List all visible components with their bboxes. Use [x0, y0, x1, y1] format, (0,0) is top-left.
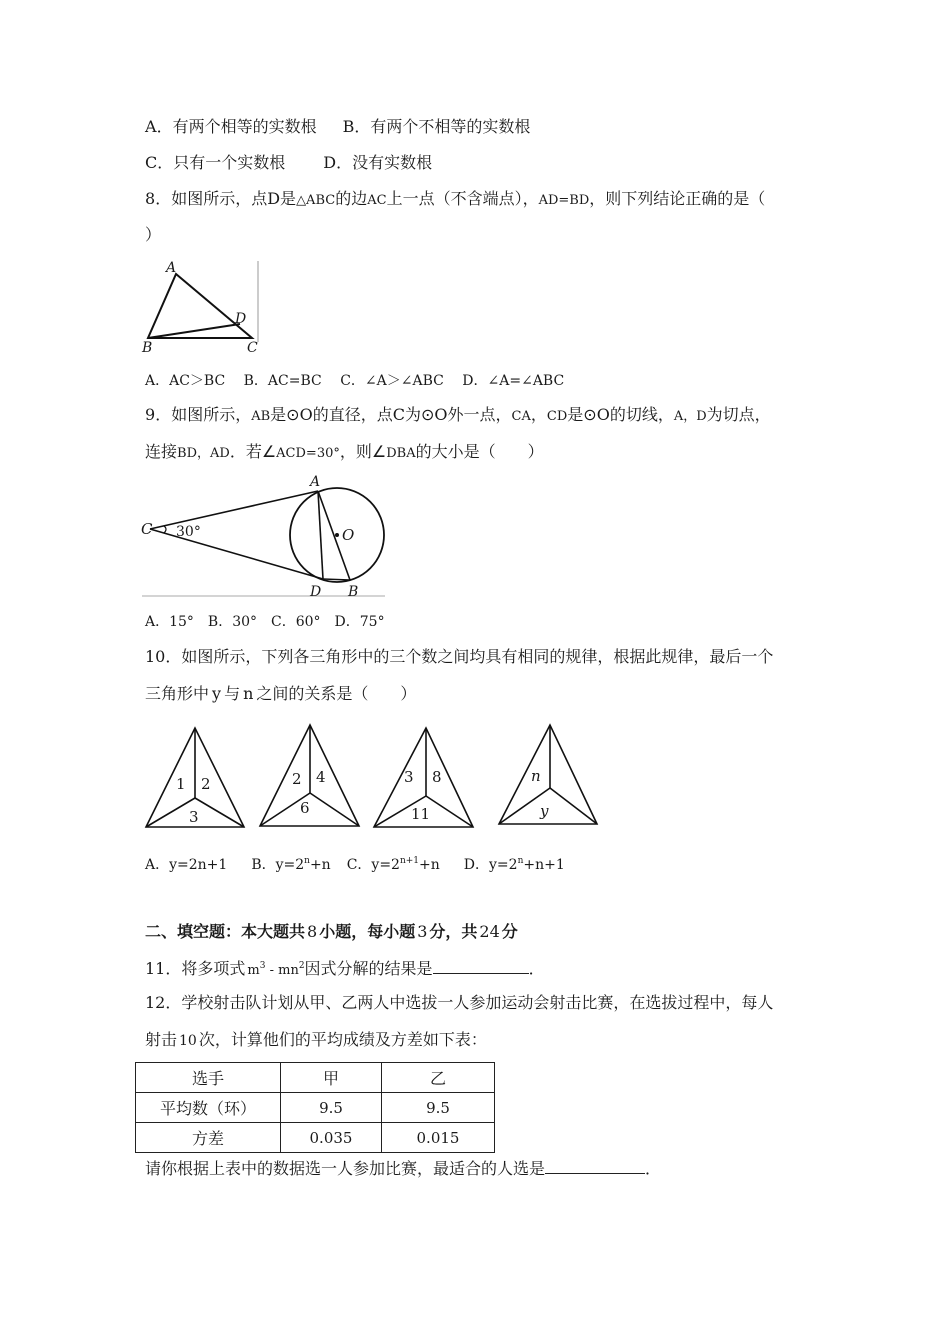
table-header-cell: 乙	[382, 1063, 495, 1093]
table-header-row	[136, 1063, 495, 1093]
q12-text: 次，计算他们的平均成绩及方差如下表：	[198, 1030, 487, 1049]
q9-text: ．若∠	[229, 442, 277, 461]
q12-shots: 10	[179, 1033, 197, 1049]
q8-close-paren: ）	[145, 225, 162, 244]
section-2-text: 二、填空题：本大题共	[145, 922, 306, 941]
q9-o: O	[299, 405, 313, 424]
q10-opt-d: D．y=2	[463, 857, 518, 873]
section-2-text: 分	[501, 922, 518, 941]
table-cell: 9.5	[382, 1093, 495, 1123]
q12-score-table	[135, 1062, 495, 1153]
q12-question	[145, 1157, 661, 1179]
q8-text: 是	[280, 189, 297, 208]
q8-text: 上一点（不含端点），	[386, 189, 539, 208]
q10-t4-left: n	[531, 767, 541, 785]
q9-stem-line2	[145, 442, 544, 464]
q10-t1-right: 2	[201, 775, 211, 793]
q9-text: 的直径，点	[312, 405, 393, 424]
table-row	[136, 1123, 495, 1153]
q12-stem-line1: 12．学校射击队计划从甲、乙两人中选拔一人参加运动会射击比赛，在选拔过程中，每人	[145, 993, 774, 1012]
q8-triangle: △ABC	[296, 193, 336, 208]
q12-text: 学校射击队计划从甲、乙两人中选拔一人参加运动会射击比赛，在选拔过程中，每人	[181, 993, 774, 1012]
q12-stem-line2	[145, 1030, 487, 1051]
q11-period: ．	[528, 959, 545, 978]
q8-stem: 8．如图所示，点D是△ABC的边AC上一点（不含端点），AD=BD，则下列结论正确的是（	[145, 189, 766, 208]
q9-o: O	[596, 405, 610, 424]
table-cell: 平均数（环）	[136, 1093, 281, 1123]
q9-angle-acd: ACD=30°	[276, 446, 340, 461]
q11-text: 将多项式	[181, 959, 246, 978]
q7-optB-letter: B	[342, 117, 355, 136]
q9-text: 如图所示，	[171, 405, 252, 424]
q11-poly-m: m	[247, 963, 260, 978]
q10-opt-b-exp: n	[304, 856, 310, 866]
q10-triangle-3	[374, 728, 473, 827]
q7-optA-letter: A	[145, 117, 157, 136]
q7-options-row1: A．有两个相等的实数根 B．有两个不相等的实数根	[145, 117, 531, 136]
q8-segment-ac: AC	[367, 193, 387, 208]
q9-text: ，则∠	[339, 442, 387, 461]
q10-stem-line1: 10．如图所示，下列各三角形中的三个数之间均具有相同的规律，根据此规律，最后一个	[145, 647, 774, 666]
q10-text: 三角形中	[145, 684, 210, 703]
q10-t1-left: 1	[176, 775, 186, 793]
q8-label-a: A	[166, 260, 177, 276]
q11-number: 11	[145, 959, 166, 978]
q9-bd-ad: BD，AD	[177, 446, 230, 461]
q10-t1-bottom: 3	[189, 808, 199, 826]
table-cell: 方差	[136, 1123, 281, 1153]
q9-cd: CD	[546, 409, 568, 424]
section-2-count: 8	[307, 922, 318, 941]
q11-exp-2: 2	[298, 961, 305, 971]
q10-opt-c-rest: +n	[419, 857, 440, 873]
q12-number: 12	[145, 993, 166, 1012]
table-header-cell: 甲	[281, 1063, 382, 1093]
q8-text: 如图所示，点	[171, 189, 268, 208]
q8-label-c: C	[247, 340, 258, 356]
q9-label-c: C	[141, 520, 153, 538]
section-2-total: 24	[479, 922, 500, 941]
q8-figure	[140, 258, 270, 354]
q8-label-d: D	[235, 311, 247, 327]
q11-stem: 11．将多项式 $m^3 - mn^2$因式分解的结果是 ．	[145, 959, 545, 978]
q9-number: 9	[145, 405, 156, 424]
q9-label-d: D	[310, 584, 322, 600]
q9-text: 连接	[145, 442, 178, 461]
q10-stem-line2	[145, 684, 416, 704]
q10-var-y: y	[212, 684, 222, 703]
q10-opt-a: A．y=2n+1	[145, 857, 228, 873]
q10-triangle-2	[260, 725, 359, 826]
q10-opt-d-exp: n	[517, 856, 524, 866]
q10-number: 10	[145, 647, 166, 666]
q10-triangle-4	[499, 725, 597, 824]
q9-label-o: O	[342, 526, 355, 544]
table-cell: 0.035	[281, 1123, 382, 1153]
q11-exp-3: 3	[259, 961, 266, 971]
q10-text: 如图所示，下列各三角形中的三个数之间均具有相同的规律，根据此规律，最后一个	[181, 647, 774, 666]
q9-text: 是⊙	[270, 405, 300, 424]
q9-angle-dba: DBA	[386, 446, 416, 461]
section-2-text: 分，共	[429, 922, 478, 941]
q10-text: 之间的关系是（ ）	[256, 684, 417, 703]
q7-optD-text: 没有实数根	[352, 153, 433, 172]
q10-t2-left: 2	[292, 770, 302, 788]
q12-period: ．	[645, 1159, 662, 1178]
section-2-points: 3	[417, 922, 428, 941]
q8-options: A．AC＞BC B．AC=BC C．∠A＞∠ABC D．∠A=∠ABC	[145, 373, 565, 389]
q9-text: 的大小是（ ）	[415, 442, 544, 461]
q7-optC-text: 只有一个实数根	[173, 153, 286, 172]
table-header-cell: 选手	[136, 1063, 281, 1093]
q10-t3-left: 3	[404, 768, 414, 786]
q9-text: 外一点，	[447, 405, 512, 424]
q10-t2-right: 4	[316, 768, 326, 786]
q7-options-row2: C．只有一个实数根 D．没有实数根	[145, 153, 433, 172]
q9-text: 为⊙	[404, 405, 435, 424]
q10-t4-bottom: y	[540, 802, 549, 820]
q11-poly-mn: - mn	[265, 963, 299, 978]
table-cell: 9.5	[281, 1093, 382, 1123]
q9-o: O	[434, 405, 448, 424]
q12-answer-blank[interactable]	[545, 1157, 645, 1174]
q9-text: ，	[530, 405, 547, 424]
q10-t3-bottom: 11	[411, 805, 431, 823]
q7-optD-letter: D	[323, 153, 337, 172]
section-2-heading	[145, 922, 518, 942]
q10-text: 与	[224, 684, 241, 703]
q10-t3-right: 8	[432, 768, 442, 786]
q8-label-b: B	[142, 340, 153, 356]
q9-ab: AB	[251, 409, 271, 424]
q10-opt-d-rest: +n+1	[523, 857, 565, 873]
q9-label-a: A	[310, 474, 321, 490]
q12-text: 射击	[145, 1030, 178, 1049]
q10-opt-c-exp: n+1	[399, 856, 420, 866]
q8-condition: AD=BD	[538, 193, 590, 208]
q8-text: 的边	[335, 189, 368, 208]
q8-point-d: D	[267, 189, 281, 208]
q9-figure	[140, 472, 390, 602]
table-row	[136, 1093, 495, 1123]
table-cell: 0.015	[382, 1123, 495, 1153]
q9-ca: CA	[511, 409, 531, 424]
q8-text: ，则下列结论正确的是（	[589, 189, 766, 208]
q10-t2-bottom: 6	[300, 799, 310, 817]
q9-options: A．15° B．30° C．60° D．75°	[145, 614, 385, 630]
q9-tangent-points: A，D	[673, 409, 707, 424]
q10-options	[145, 855, 565, 875]
q9-text: 为切点，	[706, 405, 771, 424]
q10-opt-b-rest: +n	[309, 857, 331, 873]
q9-label-b: B	[348, 584, 359, 600]
q9-stem-line1: 9．如图所示，AB是⊙O的直径，点C为⊙O外一点，CA，CD是⊙O的切线，A，D为切点，	[145, 405, 771, 424]
q8-number: 8	[145, 189, 156, 208]
q7-optA-text: 有两个相等的实数根	[172, 117, 317, 136]
q9-label-angle: 30°	[176, 524, 201, 540]
q9-c: C	[392, 405, 405, 424]
q10-triangle-1	[146, 728, 244, 827]
q9-text: 是⊙	[567, 405, 597, 424]
q11-answer-blank[interactable]	[433, 957, 529, 974]
q7-optB-text: 有两个不相等的实数根	[370, 117, 531, 136]
q9-text: 的切线，	[609, 405, 674, 424]
q10-var-n: n	[243, 684, 254, 703]
q7-optC-letter: C	[145, 153, 158, 172]
q10-opt-b: B．y=2	[251, 857, 305, 873]
q10-triangles-figure	[140, 722, 610, 834]
q12-text: 请你根据上表中的数据选一人参加比赛，最适合的人选是	[145, 1159, 546, 1178]
q10-opt-c: C．y=2	[346, 857, 400, 873]
section-2-text: 小题，每小题	[319, 922, 416, 941]
q11-text: 因式分解的结果是	[304, 959, 433, 978]
